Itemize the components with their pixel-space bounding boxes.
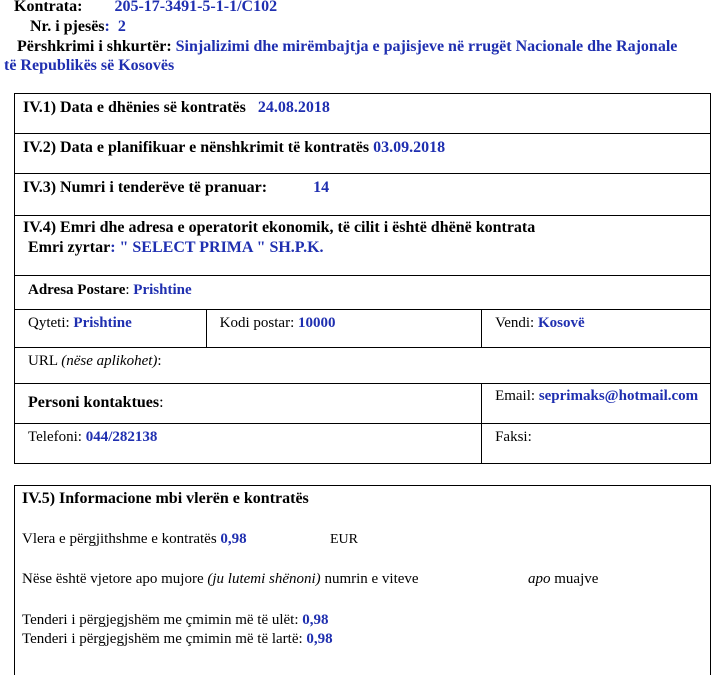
phone-value: 044/282138: [85, 429, 158, 445]
postal-label: Adresa Postare: [28, 282, 126, 298]
duration-note: (ju lutemi shënoni): [207, 571, 321, 587]
fax-label: Faksi:: [495, 429, 532, 445]
zip-cell: [206, 310, 481, 348]
email-label: Email:: [495, 388, 536, 404]
city-value: Prishtine: [73, 315, 132, 331]
contract-label: Kontrata:: [14, 0, 83, 15]
duration-pre: Nëse është vjetore apo mujore: [22, 571, 204, 587]
description-label: Përshkrimi i shkurtër:: [17, 38, 172, 55]
iv1-row: [15, 94, 711, 134]
country-label: Vendi:: [495, 315, 535, 331]
total-label: Vlera e përgjithshme e kontratës: [22, 531, 217, 547]
iv1-label: IV.1) Data e dhënies së kontratës: [23, 99, 246, 116]
official-name-label: Emri zyrtar: [28, 239, 111, 256]
url-row: [15, 348, 711, 384]
lowest-label: Tenderi i përgjegjshëm me çmimin më të ulët:: [22, 612, 299, 628]
highest-line: [22, 631, 333, 648]
total-value: 0,98: [220, 531, 247, 547]
postal-separator: :: [125, 282, 130, 298]
phone-label: Telefoni:: [28, 429, 82, 445]
contract-line: [14, 0, 277, 16]
iv3-label: IV.3) Numri i tenderëve të pranuar:: [23, 179, 268, 196]
contact-separator: :: [159, 394, 164, 411]
url-note: (nëse aplikohet): [61, 353, 158, 369]
contact-label: Personi kontaktues: [28, 394, 160, 411]
iv2-value: 03.09.2018: [373, 139, 446, 156]
duration-or-line: [528, 571, 598, 588]
postal-row: [15, 276, 711, 310]
iv4-row: [15, 216, 711, 276]
zip-label: Kodi postar:: [219, 315, 295, 331]
total-value-line: [22, 531, 247, 548]
highest-value: 0,98: [306, 631, 333, 647]
currency: EUR: [330, 532, 358, 547]
official-name-value: " SELECT PRIMA " SH.P.K.: [119, 239, 324, 256]
contact-cell: [15, 384, 482, 424]
city-label: Qyteti:: [28, 315, 70, 331]
description-value-line1: Sinjalizimi dhe mirëmbajtja e pajisjeve në rrugët Nacionale dhe Rajonale: [175, 38, 678, 55]
country-cell: [482, 310, 711, 348]
iv1-value: 24.08.2018: [257, 99, 330, 116]
part-value: 2: [117, 18, 126, 35]
postal-value: Prishtine: [133, 282, 192, 298]
url-label: URL: [28, 353, 58, 369]
fax-cell: [482, 424, 711, 464]
country-value: Kosovë: [537, 315, 585, 331]
duration-post: numrin e viteve: [324, 571, 419, 587]
iv2-label: IV.2) Data e planifikuar e nënshkrimit të kontratës: [23, 139, 370, 156]
official-name-separator: :: [110, 239, 116, 256]
iv3-row: [15, 174, 711, 216]
phone-cell: [15, 424, 482, 464]
zip-value: 10000: [298, 315, 336, 331]
part-label: Nr. i pjesës: [30, 18, 105, 35]
part-line: [30, 18, 126, 36]
lowest-value: 0,98: [302, 612, 329, 628]
lowest-line: [22, 612, 329, 629]
section-iv-table: [14, 93, 711, 464]
iv2-row: [15, 134, 711, 174]
duration-months: muajve: [554, 571, 599, 587]
duration-or: apo: [528, 571, 551, 587]
duration-line: [22, 571, 419, 588]
email-value: seprimaks@hotmail.com: [538, 388, 699, 404]
url-colon: :: [157, 353, 162, 369]
description-value-line2: të Republikës së Kosovës: [4, 57, 175, 74]
city-cell: [15, 310, 207, 348]
description-line: [17, 38, 677, 56]
contract-value: 205-17-3491-5-1-1/C102: [114, 0, 278, 15]
highest-label: Tenderi i përgjegjshëm me çmimin më të lartë:: [22, 631, 303, 647]
iv4-label: IV.4) Emri dhe adresa e operatorit ekonomik, të cilit i është dhënë kontrata: [23, 219, 536, 236]
part-separator: :: [104, 18, 110, 35]
iv3-value: 14: [313, 179, 330, 196]
email-cell: [482, 384, 711, 424]
iv5-title: IV.5) Informacione mbi vlerën e kontratës: [22, 490, 309, 507]
